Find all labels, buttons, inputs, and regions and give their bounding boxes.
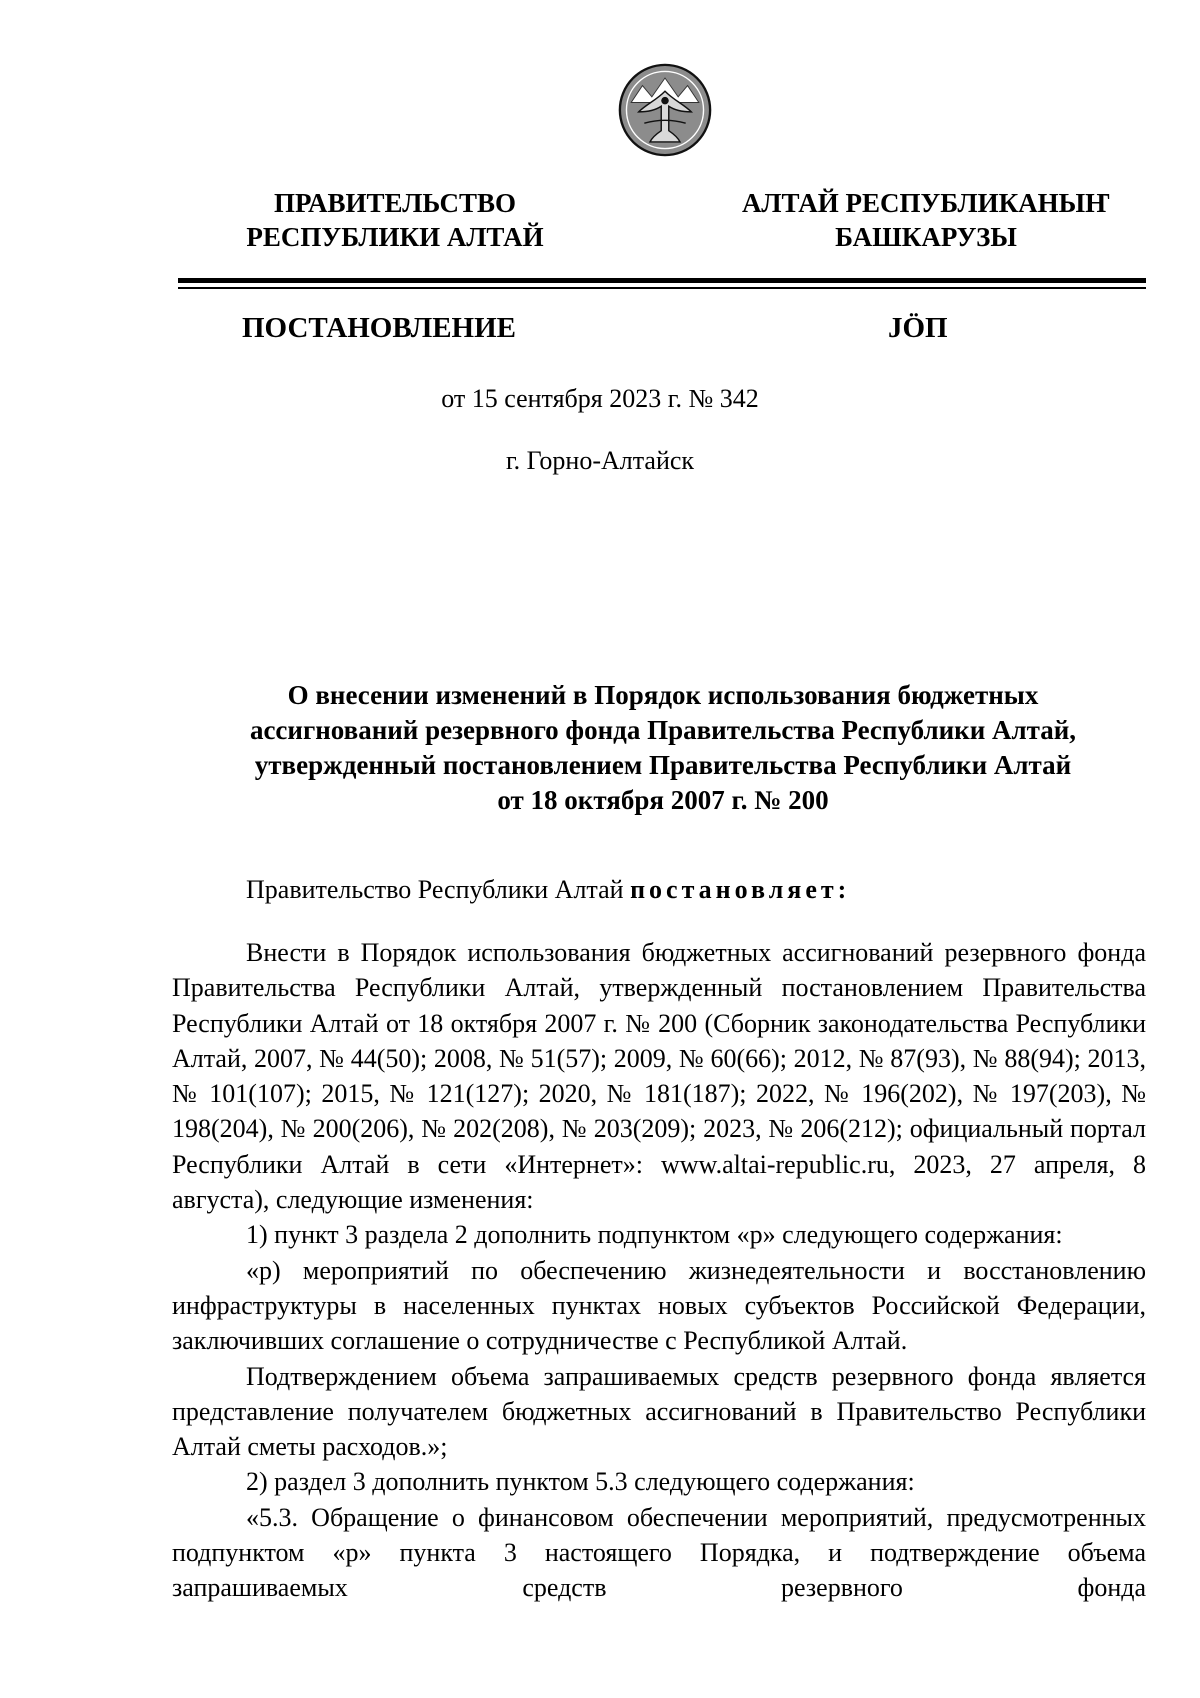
issuer-ru-line-1: ПРАВИТЕЛЬСТВО — [273, 188, 517, 218]
header-divider-thin — [178, 287, 1146, 289]
header-divider-thick — [178, 278, 1146, 283]
title-line: О внесении изменений в Порядок использования бюджетных — [287, 680, 1039, 710]
title-line: от 18 октября 2007 г. № 200 — [497, 785, 829, 815]
issuer-name-ru — [230, 186, 560, 254]
issuer-alt-line-1: АЛТАЙ РЕСПУБЛИКАНЫҤ — [741, 188, 1111, 218]
body-paragraph: 2) раздел 3 дополнить пунктом 5.3 следующего содержания: — [246, 1467, 915, 1497]
issuer-name-alt — [736, 186, 1116, 254]
document-body — [172, 935, 1146, 1606]
body-paragraph: «5.3. Обращение о финансовом обеспечении мероприятий, предусмотренных подпунктом «р» пункта 3 настоящего Порядка, и подтверждение объема запрашиваемых средств резервного фонда — [172, 1502, 1146, 1603]
doc-type-ru: ПОСТАНОВЛЕНИЕ — [242, 312, 517, 344]
title-line: утвержденный постановлением Правительства Республики Алтай — [254, 750, 1072, 780]
body-paragraph: Внести в Порядок использования бюджетных ассигнований резервного фонда Правительства Республики Алтай, утвержденный постановлением Правительства Республики Алтай от 18 октября 2007 г. № 200 (Сборник законодательства Республики Алтай, 2007, № 44(50); 2008, № 51(57); 2009, № 60(66); 2012, № 87(93), № 88(94); 2013, № 101(107); 2015, № 121(127); 2020, № 181(187); 2022, № 196(202), № 197(203), № 198(204), № 200(206), № 202(208), № 203(209); 2023, № 206(212); официальный портал Республики Алтай в сети «Интернет»: www.altai-republic.ru, 2023, 27 апреля, 8 августа), следующие изменения: — [172, 938, 1146, 1215]
doc-type-alt: JӦП — [888, 312, 948, 344]
city: г. Горно-Алтайск — [505, 446, 695, 475]
body-paragraph: «р) мероприятий по обеспечению жизнедеятельности и восстановлению инфраструктуры в населенных пунктах новых субъектов Российской Федерации, заключивших соглашение о сотрудничестве с Республикой Алтай. — [172, 1255, 1146, 1356]
resolution-verb: постановляет: — [630, 875, 851, 904]
title-line: ассигнований резервного фонда Правительства Республики Алтай, — [249, 715, 1077, 745]
document-title — [180, 678, 1146, 818]
resolution-prefix: Правительство Республики Алтай — [246, 875, 624, 904]
coat-of-arms-icon — [618, 63, 712, 157]
body-paragraph: Подтверждением объема запрашиваемых средств резервного фонда является представление получателем бюджетных ассигнований в Правительство Республики Алтай сметы расходов.»; — [172, 1361, 1146, 1462]
issuer-ru-line-2: РЕСПУБЛИКИ АЛТАЙ — [246, 222, 544, 252]
resolution-clause — [246, 875, 850, 905]
issuer-alt-line-2: БАШКАРУЗЫ — [835, 222, 1017, 252]
date-number: от 15 сентября 2023 г. № 342 — [441, 384, 759, 413]
body-paragraph: 1) пункт 3 раздела 2 дополнить подпунктом «р» следующего содержания: — [246, 1220, 1063, 1250]
